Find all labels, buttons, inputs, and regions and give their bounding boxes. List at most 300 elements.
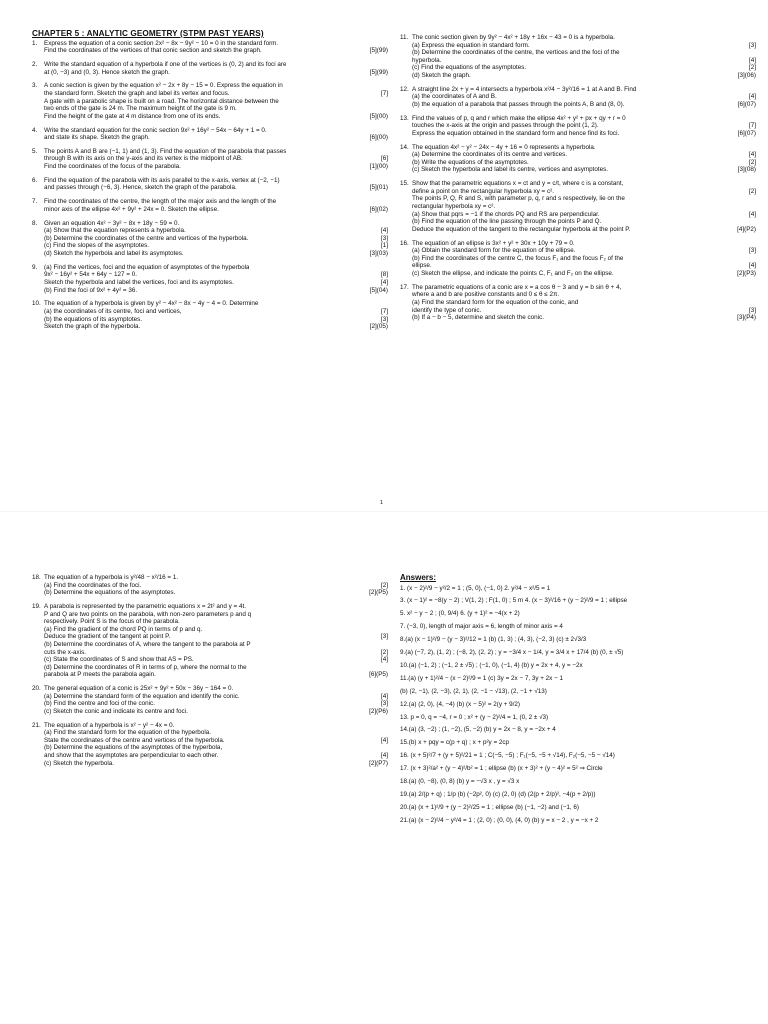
question-line [44,163,388,171]
question-line [412,284,756,292]
marks-label: [7] [380,89,388,97]
page-number: 1 [380,500,384,506]
question-line [44,744,388,752]
answers-list [400,585,756,825]
question-line [412,270,756,278]
question-text: cuts the x-axis. [44,648,86,656]
marks-label: [6] [380,155,388,163]
question-text: Sketch the graph of the hyperbola. [44,323,141,331]
question-text: (a) Find the coordinates of the foci. [44,581,142,589]
question-number: 16. [400,239,409,247]
question-body [412,284,756,322]
marks-label [382,148,388,156]
question-line [44,603,388,611]
marks-label [750,180,756,188]
question-line [44,671,388,679]
question-text: at (0, −3) and (0, 3). Hence sketch the graph. [44,68,170,76]
question-line [412,240,756,248]
question-text: touches the x-axis at the origin and passes through the point (1, 2). [412,122,599,130]
marks-label: [4] [748,93,756,101]
question-line [412,188,756,196]
question-line [44,279,388,287]
marks-label [750,86,756,94]
question-number: 1. [32,39,38,47]
question-item [32,300,388,330]
question-number: 10. [32,300,41,308]
marks-label: [4] [748,210,756,218]
question-line [44,589,388,597]
question-line [44,656,388,664]
question-body [412,240,756,278]
question-text: and passes through (−6, 3). Hence, sketch the graph of the parabola. [44,184,237,192]
marks-label [750,34,756,42]
question-item [32,220,388,258]
question-line [44,582,388,590]
question-line [412,166,756,174]
question-line [44,47,388,55]
marks-label: [4] [748,56,756,64]
marks-label: [5](99) [369,47,388,55]
question-line [412,195,756,203]
marks-label: [2] [748,64,756,72]
marks-label [382,618,388,626]
question-text: (b) Write the equations of the asymptotes. [412,158,529,166]
question-text: The equation of a hyperbola is given by y² − 4x² − 8x − 4y − 4 = 0. Determine [44,300,259,308]
answer-item: (b) (2, −1), (2, −3), (2, 1), (2, −1 − √13), (2, −1 + √13) [400,687,547,695]
question-item [32,685,388,715]
marks-label [750,195,756,203]
question-body [44,82,388,120]
question-line [44,685,388,693]
question-line [412,93,756,101]
answer-item: 12.(a) (2, 0), (4, −4) (b) (x − 5)² = 2(y + 9/2) [400,700,521,708]
question-text: where a and b are positive constants and 0 ≤ θ ≤ 2π. [412,291,560,299]
question-text: (b) Find the coordinates of the centre C, the focus F₁ and the focus F₂ of the [412,254,624,262]
question-line [44,220,388,228]
question-item [400,86,756,109]
question-text: define a point on the rectangular hyperbola xy = c². [412,187,554,195]
answer-item: 17. (x + 3)²/a² + (y − 4)²/b² = 1 ; ellipse (b) (x + 3)² + (y − 4)² = 5² ⇒ Circle [400,765,603,773]
marks-label [382,61,388,69]
marks-label: [3](P4) [737,314,756,322]
marks-label: [4](P2) [737,225,756,233]
question-text: (c) Sketch the hyperbola. [44,759,115,767]
marks-label: [4] [380,656,388,664]
answer-item: 10.(a) (−1, 2) ; (−1, 2 ± √5) ; (−1, 0), (−1, 4) (b) y = 2x + 4, y = −2x [400,661,583,669]
question-item [400,180,756,233]
question-text: A conic section is given by the equation x² − 2x + 8y − 15 = 0. Express the equation in [44,82,283,90]
question-text: and show that the asymptotes are perpendicular to each other. [44,752,219,760]
marks-label [382,98,388,106]
question-number: 9. [32,263,38,271]
question-line [412,144,756,152]
question-number: 6. [32,176,38,184]
marks-label [750,218,756,226]
marks-label [382,105,388,113]
page-bottom [0,512,768,1024]
marks-label [382,198,388,206]
question-text: (b) the equation of a parabola that passes through the points A, B and (8, 0). [412,100,625,108]
marks-label: [2] [380,648,388,656]
question-text: (b) Determine the coordinates of the centre and vertices of the hyperbola. [44,234,249,242]
question-text: Find the coordinates of the focus of the parabola. [44,163,181,171]
question-body [44,220,388,258]
question-line [44,308,388,316]
marks-label: [2](P6) [369,707,388,715]
question-line [44,626,388,634]
question-text: Express the equation obtained in the standard form and hence find its foci. [412,129,620,137]
question-line [412,247,756,255]
question-body [412,115,756,138]
question-line [44,700,388,708]
question-text: identify the type of conic. [412,306,482,314]
marks-label: [3] [380,700,388,708]
question-line [44,105,388,113]
question-line [44,760,388,768]
marks-label: [2](P3) [737,269,756,277]
question-line [44,206,388,214]
question-text: Sketch the hyperbola and label the vertices, foci and its asymptotes. [44,278,234,286]
question-item [32,264,388,294]
question-body [44,685,388,715]
question-number: 20. [32,685,41,693]
marks-label [382,574,388,582]
answer-item: 7. (−3, 0), length of major axis = 6, length of minor axis = 4 [400,623,563,631]
question-text: The points P, Q, R and S, with parameter p, q, r and s respectively, lie on the [412,195,625,203]
question-line [44,113,388,121]
answers-title: Answers: [400,573,437,582]
question-text: (d) Sketch the hyperbola and label its asymptotes. [44,249,184,257]
question-line [44,134,388,142]
question-body [412,34,756,80]
question-text: (a) Obtain the standard form for the equation of the ellipse. [412,247,576,255]
question-item [400,240,756,278]
question-text: A gate with a parabolic shape is built on a road. The horizontal distance between the [44,97,279,105]
question-line [412,122,756,130]
question-text: (c) Find the slopes of the asymptotes. [44,242,149,250]
question-text: (b) Determine the equations of the asymptotes of the hyperbola, [44,744,223,752]
question-list-bottom-left [32,574,388,767]
marks-label: [8] [380,271,388,279]
question-text: (a) Find the standard form for the equation of the conic, and [412,298,579,306]
marks-label: [3] [748,41,756,49]
question-text: (b) Determine the coordinates of A, where the tangent to the parabola at P [44,640,251,648]
answer-item: 19.(a) 2/(p + q) ; 1/p (b) (−2p², 0) (c) (2, 0) (d) (2(p + 2/p)², −4(p + 2/p)) [400,790,596,798]
question-line [44,69,388,77]
marks-label: [2](05) [369,323,388,331]
question-line [412,42,756,50]
marks-label [382,729,388,737]
question-text: The equation of a hyperbola is x² − y² − 4x = 0. [44,721,175,729]
marks-label [382,664,388,672]
question-item [32,40,388,55]
marks-label: [6](07) [737,100,756,108]
question-body [412,180,756,233]
question-line [44,184,388,192]
question-body [44,148,388,171]
question-line [44,250,388,258]
question-line [44,641,388,649]
answers-section [400,574,756,830]
question-line [44,729,388,737]
left-column-top [32,30,388,337]
marks-label: [2] [748,187,756,195]
question-text: (c) Find the equations of the asymptotes. [412,64,527,72]
question-line [44,752,388,760]
answer-item: 8.(a) (x − 1)²/9 − (y − 3)²/12 = 1 (b) (1, 3) ; (4, 3), (−2, 3) (c) ± 2√3/3 [400,636,587,644]
marks-label: [3] [748,306,756,314]
marks-label: [5](01) [369,184,388,192]
question-line [412,151,756,159]
question-text: rectangular hyperbola xy = c². [412,203,496,211]
question-line [44,271,388,279]
marks-label [750,115,756,123]
question-number: 14. [400,143,409,151]
question-text: hyperbola. [412,56,442,64]
question-number: 5. [32,147,38,155]
question-body [44,603,388,679]
question-text: and state its shape. Sketch the graph. [44,134,150,142]
answer-item: 11.(a) (y + 1)²/4 − (x − 2)²/9 = 1 (c) 3y = 2x − 7, 3y + 2x − 1 [400,674,563,682]
question-item [32,127,388,142]
marks-label [382,626,388,634]
question-line [44,198,388,206]
answer-item: 13. p = 0, q = −4, r = 0 ; x² + (y − 2)²/4 = 1, (0, 2 ± √3) [400,713,549,721]
answer-item: 5. x² − y − 2 ; (0, 9/4) 6. (y + 1)² = −4(x + 2) [400,610,520,618]
answer-item: 9.(a) (−7, 2), (1, 2) ; (−8, 2), (2, 2) ; y = −3/4 x − 1/4, y = 3/4 x + 17/4 (b) (0, ± √5) [400,649,624,657]
question-number: 19. [32,602,41,610]
question-text: (a) Find the gradient of the chord PQ in terms of p and q. [44,625,203,633]
question-body [412,144,756,174]
question-text: ellipse. [412,262,432,270]
question-body [44,127,388,142]
question-line [44,90,388,98]
question-line [412,211,756,219]
question-line [412,72,756,80]
marks-label: [6](P5) [369,671,388,679]
question-text: (a) Find the standard form for the equation of the hyperbola. [44,729,211,737]
question-line [44,611,388,619]
question-item [32,177,388,192]
question-line [412,101,756,109]
question-line [412,291,756,299]
question-text: (a) Show that the equation represents a hyperbola. [44,227,186,235]
question-line [44,633,388,641]
marks-label [750,291,756,299]
question-text: (b) Find the equation of the line passing through the points P and Q. [412,218,602,226]
answer-item: 18.(a) (0, −8), (0, 8) (b) y = −√3 x , y = √3 x [400,777,520,785]
marks-label [750,299,756,307]
marks-label: [7] [380,307,388,315]
marks-label [382,641,388,649]
question-line [44,287,388,295]
question-body [44,61,388,76]
marks-label: [2](P7) [369,759,388,767]
question-text: (b) Determine the coordinates of the centre, the vertices and the foci of the [412,49,620,57]
question-line [44,155,388,163]
answer-item: 1. (x − 2)²/9 − y²/2 = 1 ; (5, 0), (−1, 0) 2. y²/4 − x²/5 = 1 [400,584,551,592]
question-line [44,737,388,745]
question-text: State the coordinates of the centre and vertices of the hyperbola. [44,736,225,744]
question-text: Deduce the gradient of the tangent at point P. [44,633,171,641]
question-text: A straight line 2x + y = 4 intersects a hyperbola x²/4 − 3y²/16 = 1 at A and B. Find [412,85,637,93]
answer-item: 21.(a) (x − 2)²/4 − y²/4 = 1 ; (2, 0) ; (0, 0), (4, 0) (b) y = x − 2 , y = −x + 2 [400,816,599,824]
question-line [44,574,388,582]
question-line [44,618,388,626]
question-number: 18. [32,574,41,581]
question-text: The equation of an ellipse is 3x² + y² + 30x + 10y + 79 = 0. [412,239,575,247]
question-line [44,722,388,730]
question-text: Express the equation of a conic section 2x² − 8x − 9y² − 10 = 0 in the standard form. [44,39,279,47]
question-item [400,144,756,174]
marks-label [382,611,388,619]
question-line [412,307,756,315]
marks-label [750,203,756,211]
right-column-top [400,34,756,328]
marks-label: [1](00) [369,163,388,171]
marks-label [750,49,756,57]
marks-label: [3](06) [737,71,756,79]
question-line [412,115,756,123]
marks-label [750,240,756,248]
question-text: (b) Determine the equations of the asymptotes. [44,589,176,597]
question-text: Find the coordinates of the centre, the length of the major axis and the length of the [44,198,277,206]
question-number: 3. [32,82,38,90]
question-text: P and Q are two points on the parabola, with non-zero parameters p and q [44,610,252,618]
question-line [44,98,388,106]
marks-label: [3] [380,234,388,242]
question-text: (c) State the coordinates of S and show that AS = PS. [44,656,194,664]
question-item [400,115,756,138]
question-body [44,198,388,213]
marks-label: [4] [380,278,388,286]
question-text: 9x² − 16y² + 54x + 64y − 127 = 0. [44,271,137,279]
question-line [412,57,756,65]
question-text: Given an equation 4x² − 3y² − 8x + 18y − 59 = 0. [44,219,180,227]
question-body [44,300,388,330]
question-text: The equation of a hyperbola is y²/48 − x²/16 = 1. [44,574,179,581]
marks-label [750,144,756,152]
question-text: Find the equation of the parabola with its axis parallel to the x-axis, vertex at (−2, −1) [44,176,280,184]
question-line [412,49,756,57]
marks-label [382,40,388,48]
question-number: 4. [32,126,38,134]
marks-label: [7] [748,122,756,130]
question-item [32,574,388,597]
question-line [412,218,756,226]
question-text: Show that the parametric equations x = ct and y = c/t, where c is a constant, [412,180,624,188]
question-text: Find the height of the gate at 4 m distance from one of its ends. [44,112,221,120]
question-item [32,148,388,171]
marks-label: [6](02) [369,205,388,213]
marks-label: [3] [748,247,756,255]
question-number: 11. [400,34,409,41]
marks-label: [6](00) [369,134,388,142]
question-number: 15. [400,180,409,188]
question-number: 12. [400,85,409,93]
question-list-top-left [32,40,388,331]
question-line [44,316,388,324]
question-number: 2. [32,60,38,68]
left-column-bottom [32,574,388,773]
question-number: 13. [400,114,409,122]
marks-label [382,82,388,90]
question-line [412,86,756,94]
question-text: Write the standard equation of a hyperbola if one of the vertices is (0, 2) and its foci are [44,60,287,68]
question-text: The parametric equations of a conic are x = a cos θ − 3 and y = b sin θ + 4, [412,283,622,291]
marks-label: [3](03) [369,249,388,257]
question-body [44,40,388,55]
marks-label [382,603,388,611]
question-text: (a) Show that pqrs = −1 if the chords PQ and RS are perpendicular. [412,210,600,218]
question-body [44,722,388,768]
question-line [412,314,756,322]
question-item [32,61,388,76]
question-line [44,61,388,69]
question-line [412,159,756,167]
question-text: (a) Determine the coordinates of its centre and vertices. [412,151,568,159]
marks-label: [5](99) [369,68,388,76]
question-text: (b) Find the foci of 9x² + 4y² = 36. [44,286,138,294]
question-item [32,82,388,120]
question-text: (c) Sketch the hyperbola and label its centre, vertices and asymptotes. [412,166,609,174]
marks-label [382,722,388,730]
question-line [44,82,388,90]
question-line [44,177,388,185]
question-line [412,299,756,307]
question-text: parabola at P meets the parabola again. [44,671,156,679]
marks-label: [4] [380,227,388,235]
question-text: The general equation of a conic is 25x² + 9y² + 50x − 36y − 164 = 0. [44,685,234,693]
question-line [44,664,388,672]
question-line [412,180,756,188]
question-number: 17. [400,283,409,291]
marks-label: [3] [380,633,388,641]
question-text: Find the values of p, q and r which make the ellipse 4x² + y² + px + qy + r = 0 [412,114,626,122]
question-line [412,203,756,211]
question-line [412,262,756,270]
page-title: CHAPTER 5 : ANALYTIC GEOMETRY (STPM PAST YEARS) [32,29,264,38]
question-text: Find the coordinates of the vertices of that conic section and sketch the graph. [44,47,262,55]
question-line [44,693,388,701]
marks-label: [2] [748,158,756,166]
marks-label [382,220,388,228]
question-item [32,198,388,213]
answer-item: 15.(b) x + pqy = c(p + q) ; x + p²y = 2cp [400,739,510,747]
marks-label [750,284,756,292]
question-number: 7. [32,198,38,206]
question-line [412,226,756,234]
question-text: (d) Sketch the graph. [412,71,471,79]
question-line [44,300,388,308]
question-text: (b) If a − b − 5, determine and sketch the conic. [412,314,544,322]
question-item [32,722,388,768]
question-line [44,235,388,243]
marks-label [382,177,388,185]
question-text: The equation 4x² − y² − 24x − 4y + 16 = 0 represents a hyperbola. [412,143,596,151]
question-line [412,34,756,42]
question-line [44,148,388,156]
question-line [412,130,756,138]
question-line [44,127,388,135]
marks-label [750,255,756,263]
marks-label: [3](08) [737,166,756,174]
question-item [400,34,756,80]
marks-label: [4] [380,752,388,760]
question-body [44,264,388,294]
question-line [44,227,388,235]
question-body [412,86,756,109]
